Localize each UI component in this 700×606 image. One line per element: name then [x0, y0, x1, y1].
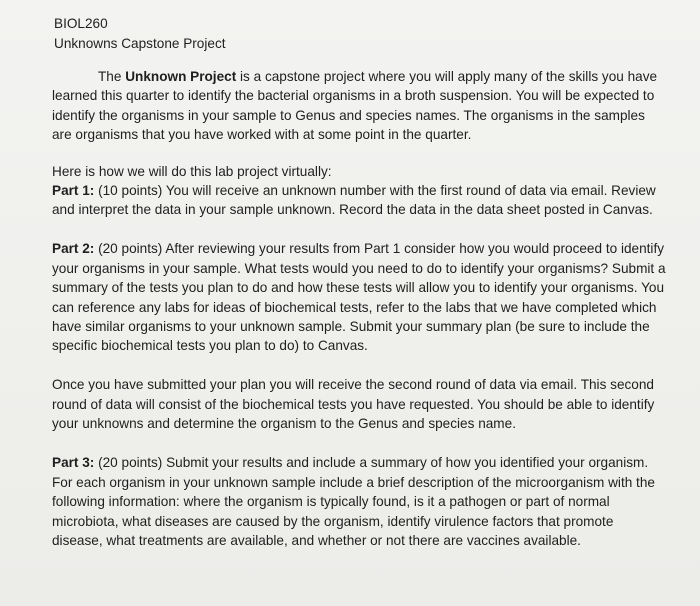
part3-paragraph: [52, 453, 666, 550]
intro-prefix: The: [98, 69, 126, 84]
part1-text: (10 points) You will receive an unknown number with the first round of data via email. Review and interpret the data in your sample unknown. Record the data in the data sheet posted in Canvas.: [52, 183, 656, 218]
part2-paragraph: [52, 239, 666, 355]
part3-label: Part 3:: [52, 455, 95, 471]
part2-label: Part 2:: [52, 241, 95, 257]
second-round-paragraph: Once you have submitted your plan you will receive the second round of data via email. This second round of data will consist of the biochemical tests you have requested. You should be able to identify your unknowns and determine the organism to the Genus and species name.: [52, 377, 655, 432]
part2-text: (20 points) After reviewing your results from Part 1 consider how you would proceed to identify your organisms in your sample. What tests would you need to do to identify your organisms? Submit a summary of the tests you plan to do and how these tests will allow you to identify your organisms. You can reference any labs for ideas of biochemical tests, refer to the labs that we have completed which have similar organisms to your unknown sample. Submit your summary plan (be sure to include the specific biochemical tests you plan to do) to Canvas.: [52, 241, 666, 354]
document-title: Unknowns Capstone Project: [54, 36, 226, 51]
part3-text: (20 points) Submit your results and include a summary of how you identified your organism. For each organism in your unknown sample include a brief description of the microorganism with the following information: where the organism is typically found, is it a pathogen or part of normal microbiota, what diseases are caused by the organism, identify virulence factors that promote disease, what treatments are available, and whether or not there are vaccines available.: [52, 455, 655, 548]
part1-label: Part 1:: [52, 183, 95, 199]
intro-bold-term: Unknown Project: [125, 69, 237, 84]
part1-paragraph: [52, 181, 666, 220]
intro-paragraph: [52, 67, 666, 145]
intro-text: is a capstone project where you will apply many of the skills you have learned this quarter to identify the bacterial organisms in a broth suspension. You will be expected to identify the organisms in your sample to Genus and species names. The organisms in the samples are organisms that you have worked with at some point in the quarter.: [52, 69, 658, 143]
course-code: BIOL260: [54, 16, 108, 31]
how-to-line: Here is how we will do this lab project virtually:: [52, 163, 332, 179]
document-body: [52, 67, 666, 570]
